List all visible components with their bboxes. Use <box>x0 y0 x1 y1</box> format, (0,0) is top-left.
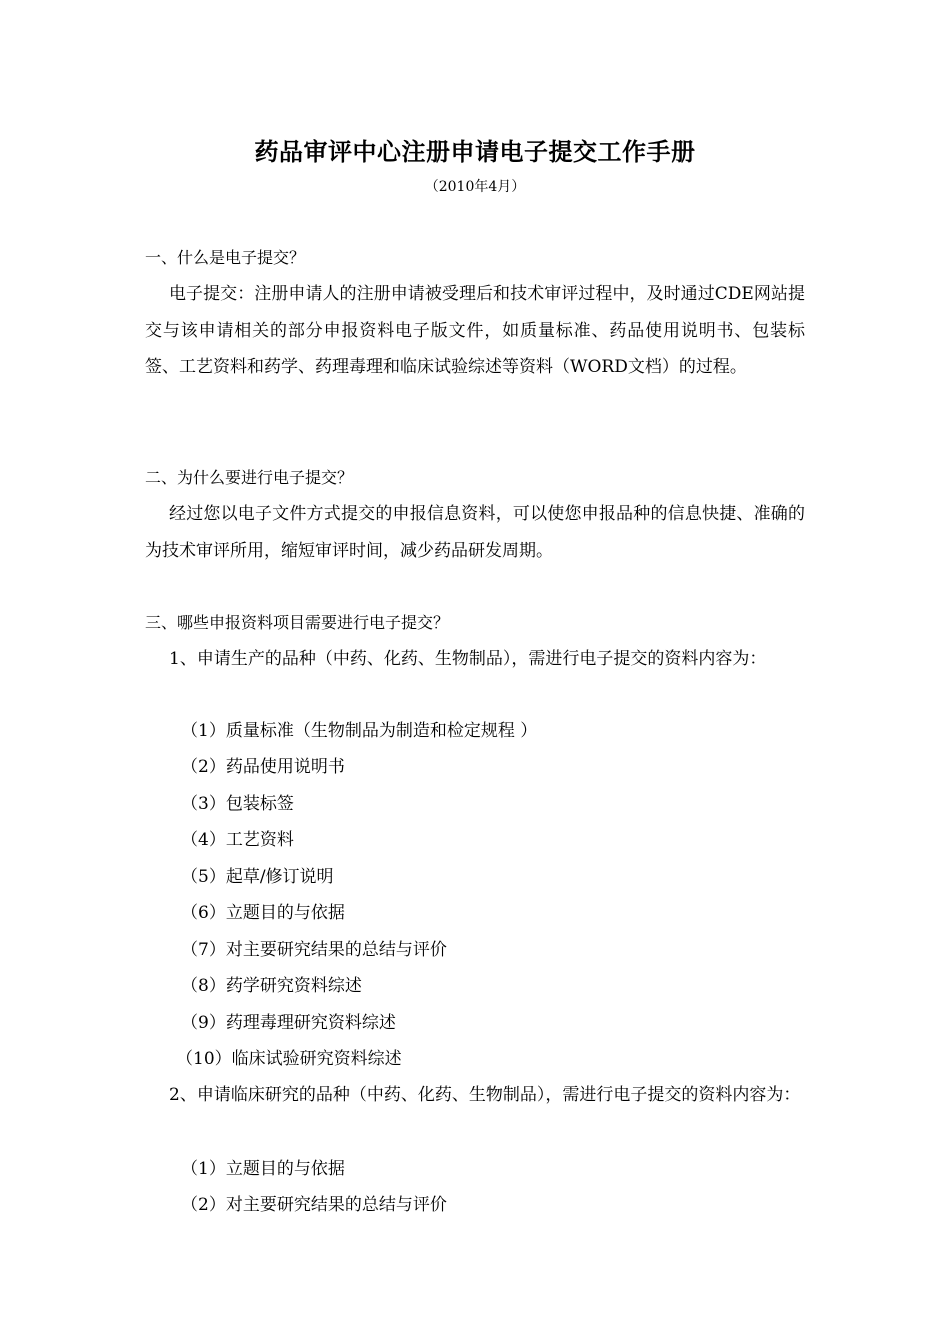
list-item: （10）临床试验研究资料综述 <box>176 1049 402 1069</box>
list-item: （1）质量标准（生物制品为制造和检定规程 ） <box>181 721 538 741</box>
section-2-heading: 二、为什么要进行电子提交？ <box>145 468 354 487</box>
section-3-heading: 三、哪些申报资料项目需要进行电子提交？ <box>145 613 450 632</box>
section-1-heading: 一、什么是电子提交？ <box>145 248 306 267</box>
list-item: （8）药学研究资料综述 <box>181 976 362 996</box>
list-item: （1）立题目的与依据 <box>181 1159 345 1179</box>
section-2-paragraph: 经过您以电子文件方式提交的申报信息资料，可以使您申报品种的信息快捷、准确的为技术审评所用，缩短审评时间，减少药品研发周期。 <box>145 504 805 561</box>
list-item: （6）立题目的与依据 <box>181 903 345 923</box>
list-item: （9）药理毒理研究资料综述 <box>181 1013 396 1033</box>
list-item: （2）药品使用说明书 <box>181 757 345 777</box>
section-1-paragraph: 电子提交：注册申请人的注册申请被受理后和技术审评过程中，及时通过CDE网站提交与该申请相关的部分申报资料电子版文件，如质量标准、药品使用说明书、包装标签、工艺资料和药学、药理毒理和临床试验综述等资料（WORD文档）的过程。 <box>145 284 805 378</box>
section-3-sub2-intro: 2、申请临床研究的品种（中药、化药、生物制品），需进行电子提交的资料内容为： <box>169 1085 801 1105</box>
section-3-sub1-intro: 1、申请生产的品种（中药、化药、生物制品），需进行电子提交的资料内容为： <box>169 649 767 669</box>
list-item: （4）工艺资料 <box>181 830 294 850</box>
list-item: （5）起草/修订说明 <box>181 867 334 887</box>
list-item: （3）包装标签 <box>181 794 294 814</box>
document-date: （2010年4月） <box>424 179 526 195</box>
list-item: （2）对主要研究结果的总结与评价 <box>181 1195 447 1215</box>
list-item: （7）对主要研究结果的总结与评价 <box>181 940 447 960</box>
document-title: 药品审评中心注册申请电子提交工作手册 <box>254 138 696 166</box>
